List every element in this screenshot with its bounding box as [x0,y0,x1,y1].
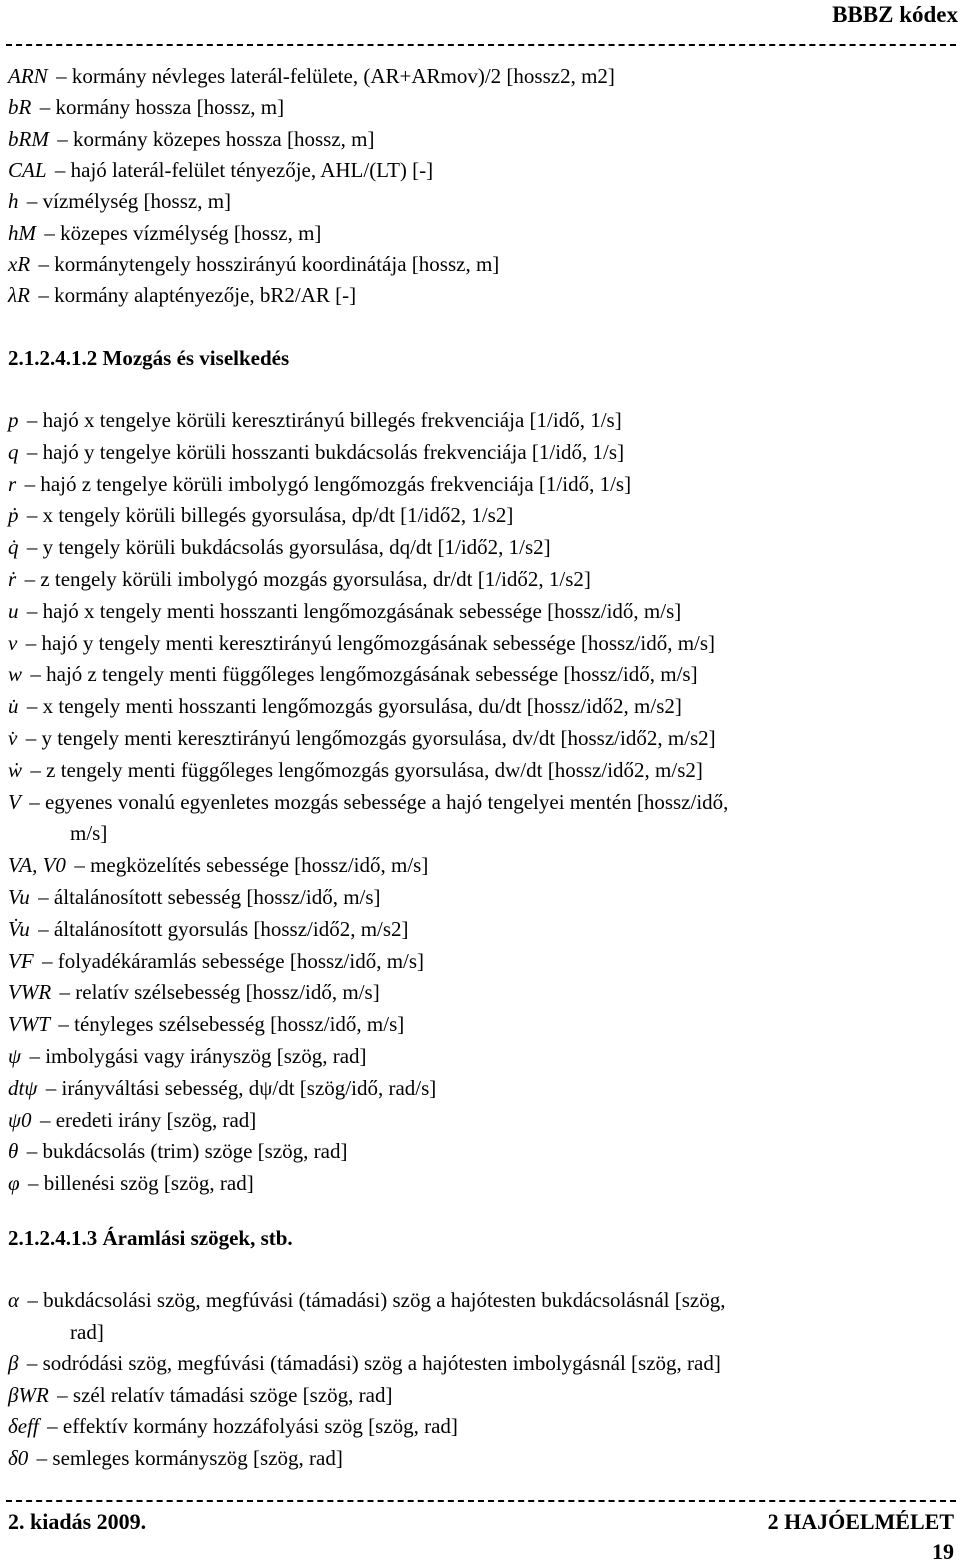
symbol: Vu [8,885,30,909]
symbol-line [8,64,956,88]
symbol-line [70,1320,956,1344]
symbol-description: – billenési szög [szög, rad] [28,1171,254,1196]
symbol: VWR [8,980,52,1005]
symbol: h [8,189,19,214]
symbol: V [8,789,21,814]
symbol-line [8,726,956,750]
symbol: v [8,630,18,655]
symbol: β [8,1351,19,1375]
symbol-description: – általánosított gyorsulás [hossz/idő2, m/s2] [38,916,409,941]
symbol-description: – hajó z tengely menti függőleges lengőmozgásának sebessége [hossz/idő, m/s] [30,662,698,687]
symbol: φ [8,1171,20,1196]
symbol-description: – y tengely körüli bukdácsolás gyorsulása, dq/dt [1/idő2, 1/s2] [26,535,551,560]
symbol-description: – z tengely menti függőleges lengőmozgás gyorsulása, dw/dt [hossz/idő2, m/s2] [30,757,703,782]
symbol: hM [8,220,36,245]
symbol-description: – effektív kormány hozzáfolyási szög [szög, rad] [47,1414,458,1438]
symbol-line [8,283,956,307]
symbol: ṙ [8,567,17,591]
symbol-description: – hajó z tengelye körüli imbolygó lengőmozgás frekvenciája [1/idő, 1/s] [24,471,632,496]
symbol-description: – kormány közepes hossza [hossz, m] [57,126,375,151]
symbol: r [8,471,17,496]
symbol-description: – kormány névleges laterál-felülete, (AR+ARmov)/2 [hossz2, m2] [56,64,615,88]
header-title: BBBZ kódex [832,2,958,27]
symbol-description: – szél relatív támadási szöge [szög, rad] [57,1382,393,1407]
symbol-line [8,503,956,527]
symbol-line [8,758,956,782]
symbol-description: – kormány hossza [hossz, m] [39,95,285,120]
symbol: ψ0 [8,1107,32,1132]
page-number: 19 [932,1539,954,1564]
section-heading-flow-angles: 2.1.2.4.1.3 Áramlási szögek, stb. [8,1226,293,1250]
symbol: δeff [8,1414,39,1438]
symbol-line [8,1139,956,1163]
symbol-description: – megközelítés sebessége [hossz/idő, m/s] [74,853,429,878]
symbol-line [8,1108,956,1132]
symbol: v̇ [8,726,18,750]
symbol-line [8,189,956,213]
symbol-description: – kormánytengely hosszirányú koordinátája [hossz, m] [38,251,500,276]
symbol-description: – tényleges szélsebesség [hossz/idő, m/s] [58,1012,405,1037]
symbol-line [8,853,956,877]
symbol: p [8,408,19,432]
symbol-description: – közepes vízmélység [hossz, m] [44,220,322,245]
symbol-description: – eredeti irány [szög, rad] [39,1107,257,1132]
footer-divider [6,1500,956,1502]
symbol-line [8,1076,956,1100]
symbol-line [8,1446,956,1470]
symbol-description: – általánosított sebesség [hossz/idő, m/s] [38,885,381,909]
symbol: VF [8,948,34,973]
symbol: ṗ [8,503,19,528]
symbol-line [8,127,956,151]
symbol-description: – vízmélység [hossz, m] [26,189,232,214]
symbol: θ [8,1139,19,1164]
symbol: dtψ [8,1075,38,1100]
footer-edition: 2. kiadás 2009. [8,1509,147,1534]
symbol-description: – kormány alaptényezője, bR2/AR [-] [38,283,357,308]
symbol-description: rad] [70,1319,104,1344]
symbol: q̇ [8,535,19,560]
symbol: w [8,662,23,687]
symbol-line [8,535,956,559]
symbol-line [8,158,956,182]
symbol-line [8,221,956,245]
symbol-description: m/s] [70,821,108,846]
symbol: bRM [8,126,49,151]
symbol-line [8,1288,956,1312]
symbol-description: – y tengely menti keresztirányú lengőmozgás gyorsulása, dv/dt [hossz/idő2, m/s2] [25,726,716,750]
symbol-line [8,662,956,686]
symbol-line [8,1351,956,1375]
symbol-description: – x tengely körüli billegés gyorsulása, dp/dt [1/idő2, 1/s2] [26,503,514,528]
symbol-line [70,821,956,845]
symbol: V̇u [8,916,30,941]
symbol-line [8,1414,956,1438]
symbol: q [8,439,19,464]
symbol-line [8,980,956,1004]
symbol-description: – hajó x tengelye körüli keresztirányú billegés frekvenciája [1/idő, 1/s] [26,408,622,432]
symbol-description: – irányváltási sebesség, dψ/dt [szög/idő, rad/s] [45,1075,437,1100]
symbol: λR [8,283,30,308]
footer-chapter: 2 HAJÓELMÉLET [767,1509,954,1534]
symbol-line [8,440,956,464]
symbol: VWT [8,1012,50,1037]
symbol: CAL [8,157,47,182]
symbol-description: – hajó laterál-felület tényezője, AHL/(LT) [-] [54,157,434,182]
symbol-description: – hajó x tengely menti hosszanti lengőmozgásának sebessége [hossz/idő, m/s] [26,598,682,623]
symbol-description: – bukdácsolás (trim) szöge [szög, rad] [26,1139,348,1164]
symbol: ẇ [8,757,23,782]
symbol-description: – egyenes vonalú egyenletes mozgás sebessége a hajó tengelyei mentén [hossz/idő, [29,789,729,814]
symbol: δ0 [8,1445,29,1470]
symbol: ψ [8,1044,22,1068]
section-heading-motion: 2.1.2.4.1.2 Mozgás és viselkedés [8,346,290,370]
symbol-line [8,567,956,591]
symbol-line [8,949,956,973]
symbol: VA, V0 [8,853,66,878]
symbol-line [8,694,956,718]
symbol-line [8,599,956,623]
symbol-description: – bukdácsolási szög, megfúvási (támadási) szög a hajótesten bukdácsolásnál [szög, [27,1288,726,1312]
symbol-line [8,1044,956,1068]
symbol-line [8,95,956,119]
symbol-description: – sodródási szög, megfúvási (támadási) szög a hajótesten imbolygásnál [szög, rad] [26,1351,721,1375]
symbol-description: – hajó y tengely menti keresztirányú lengőmozgásának sebessége [hossz/idő, m/s] [25,630,716,655]
symbol-description: – imbolygási vagy irányszög [szög, rad] [29,1044,367,1068]
symbol-description: – hajó y tengelye körüli hosszanti bukdácsolás frekvenciája [1/idő, 1/s] [26,439,625,464]
header-divider [6,44,956,46]
symbol: xR [8,251,31,276]
symbol-description: – folyadékáramlás sebessége [hossz/idő, m/s] [42,948,425,973]
symbol: α [8,1288,20,1312]
symbol: u [8,598,19,623]
symbol: u̇ [8,694,19,719]
symbol-line [8,1383,956,1407]
symbol-line [8,631,956,655]
symbol-line [8,472,956,496]
symbol-description: – relatív szélsebesség [hossz/idő, m/s] [59,980,380,1005]
symbol-line [8,1012,956,1036]
symbol-description: – z tengely körüli imbolygó mozgás gyorsulása, dr/dt [1/idő2, 1/s2] [24,567,591,591]
symbol-line [8,917,956,941]
symbol-line [8,408,956,432]
symbol-description: – x tengely menti hosszanti lengőmozgás gyorsulása, du/dt [hossz/idő2, m/s2] [26,694,682,719]
symbol-line [8,252,956,276]
symbol: βWR [8,1382,49,1407]
symbol-line [8,885,956,909]
symbol-line [8,790,956,814]
symbol-description: – semleges kormányszög [szög, rad] [36,1445,343,1470]
symbol-line [8,1171,956,1195]
symbol: bR [8,95,32,120]
symbol: ARN [8,64,48,88]
